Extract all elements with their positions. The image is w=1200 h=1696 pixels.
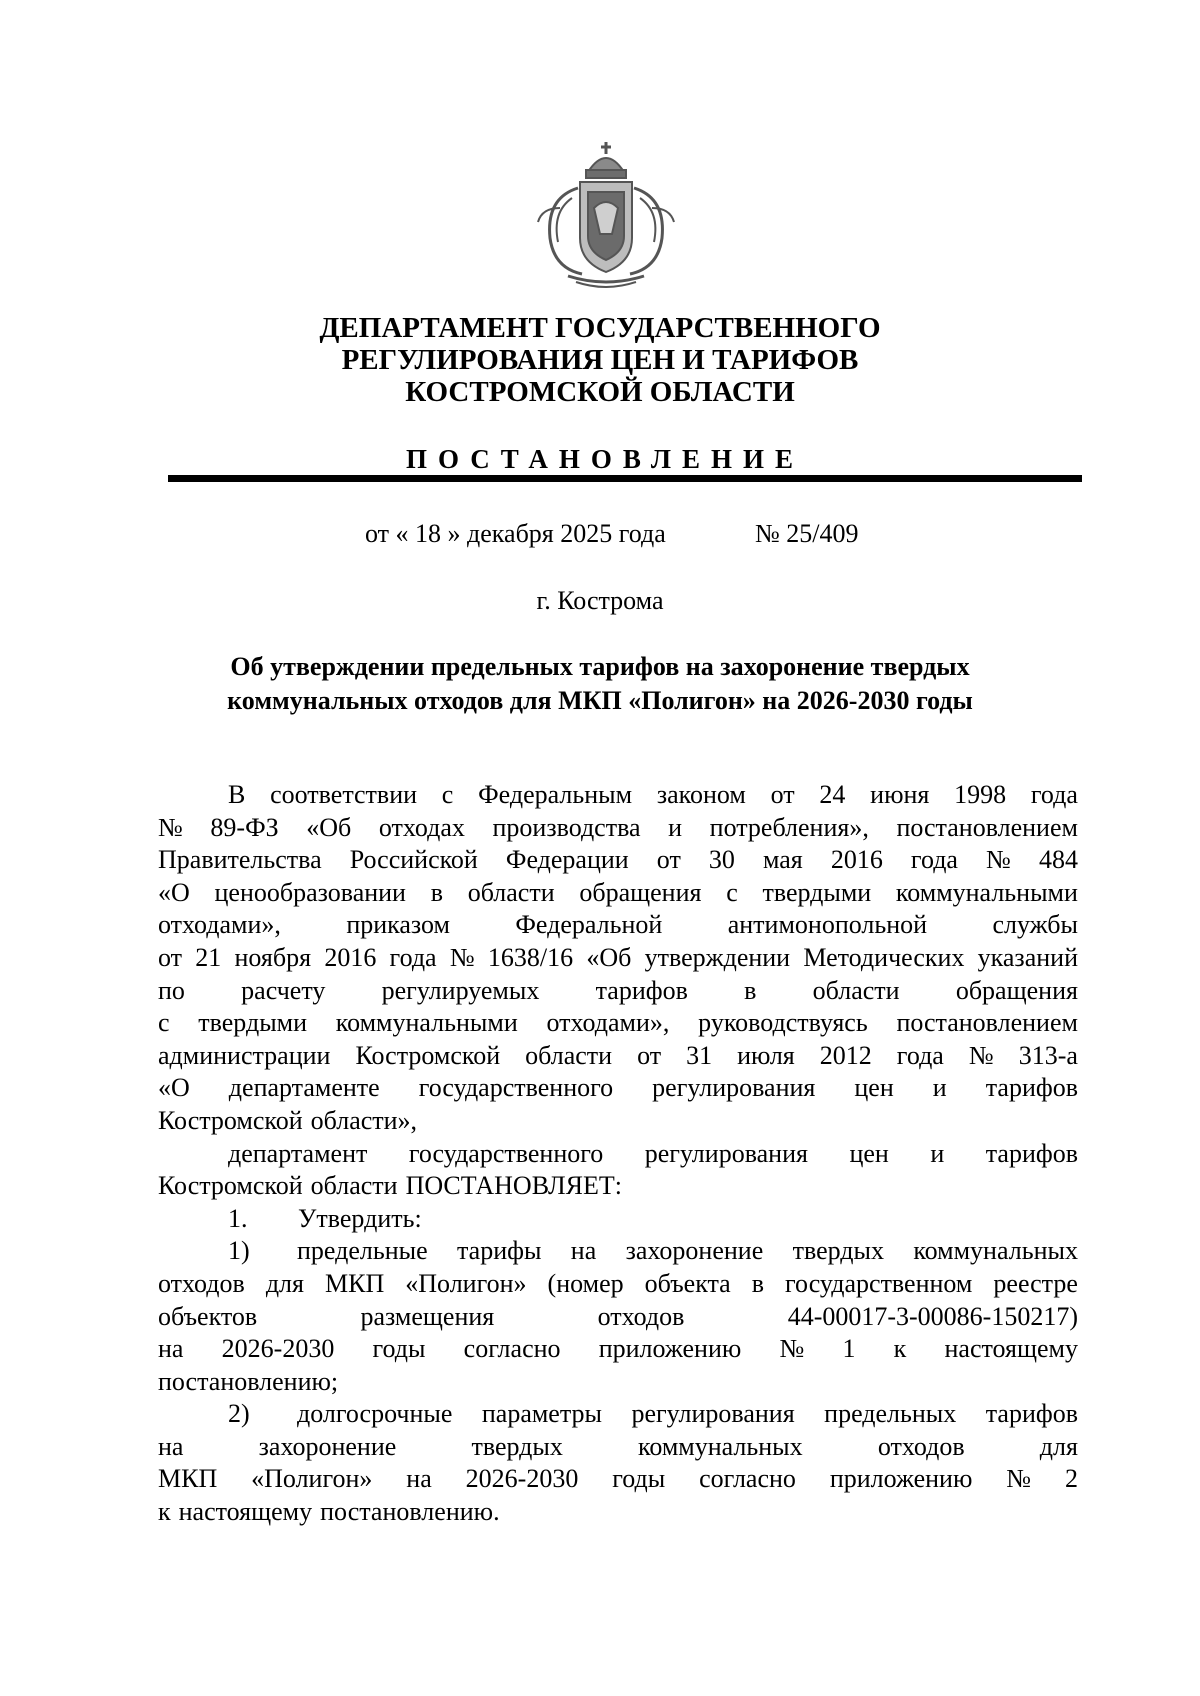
text-line	[158, 1398, 1078, 1431]
word: годы	[612, 1464, 666, 1494]
header-divider	[168, 475, 1082, 482]
word: Федеральной	[515, 910, 663, 940]
word: «Об	[586, 942, 632, 972]
word: тарифов	[985, 1073, 1078, 1103]
word: 484	[1038, 845, 1078, 875]
word: захоронение	[258, 1431, 397, 1461]
word: приложению	[598, 1334, 742, 1364]
word: обращения	[579, 877, 702, 907]
item-1	[158, 1203, 1078, 1236]
word: расчету	[241, 975, 326, 1005]
word: департамент	[228, 1138, 368, 1168]
word: года	[910, 845, 958, 875]
word: 2016	[830, 845, 883, 875]
word: «Полигон»	[405, 1268, 527, 1298]
word: потребления»,	[709, 812, 869, 842]
word: области	[310, 1171, 398, 1201]
word: №	[779, 1334, 805, 1364]
word: года	[1030, 780, 1078, 809]
word: на	[158, 1431, 184, 1461]
word: цен	[849, 1138, 889, 1168]
word: согласно	[699, 1464, 796, 1494]
paragraph-preamble	[158, 779, 1078, 1138]
word: государственном	[785, 1268, 973, 1298]
word: тарифов	[985, 1399, 1078, 1429]
text-line	[158, 1366, 1078, 1399]
word: 2012	[819, 1040, 872, 1070]
word: параметры	[481, 1399, 602, 1429]
text-line	[158, 1463, 1078, 1496]
word: и	[668, 812, 683, 842]
word: антимонопольной	[727, 910, 928, 940]
text-line	[158, 812, 1078, 845]
word: ноября	[234, 942, 312, 972]
text-line	[158, 1431, 1078, 1464]
subitem-number: 2)	[228, 1399, 250, 1429]
word: №	[158, 812, 183, 842]
text-line	[158, 1268, 1078, 1301]
word: твердых	[792, 1236, 884, 1266]
word: 1	[842, 1334, 856, 1364]
paragraph-resolves	[158, 1138, 1078, 1203]
word: и	[930, 1138, 945, 1168]
word: мая	[762, 845, 803, 875]
word: предельные	[297, 1236, 428, 1266]
word: долгосрочные	[297, 1399, 453, 1429]
word: коммунальных	[638, 1431, 803, 1461]
word: №	[986, 845, 1011, 875]
text-line	[158, 779, 1078, 812]
word: настоящему	[178, 1497, 313, 1527]
word: Российской	[349, 845, 478, 875]
word: отходами»,	[158, 910, 281, 940]
department-name	[0, 312, 1200, 408]
word: 2016	[324, 942, 377, 972]
word: коммунальных	[913, 1236, 1078, 1266]
word: постановлению.	[320, 1497, 500, 1527]
word: реестре	[993, 1268, 1078, 1298]
subject-line-2: коммунальных отходов для МКП «Полигон» на 2026-2030 годы	[227, 686, 973, 715]
word: ПОСТАНОВЛЯЕТ:	[405, 1171, 623, 1201]
word: от	[158, 942, 183, 972]
word: руководствуясь	[698, 1008, 868, 1038]
word: в	[744, 975, 757, 1005]
word: администрации	[158, 1040, 331, 1070]
word: Правительства	[158, 845, 322, 875]
word: 313-а	[1018, 1040, 1078, 1070]
word: тарифов	[595, 975, 688, 1005]
word: постановлением	[896, 812, 1078, 842]
word: для	[1039, 1431, 1078, 1461]
item-1-text: Утвердить:	[298, 1203, 422, 1233]
text-line	[158, 1170, 1078, 1203]
word: 24	[819, 780, 846, 809]
text-line	[158, 1040, 1078, 1073]
text-line	[158, 1301, 1078, 1334]
text-line	[158, 1333, 1078, 1366]
word: коммунальными	[335, 1008, 518, 1038]
word: «Об	[306, 812, 352, 842]
coat-of-arms-emblem	[532, 138, 680, 288]
word: «Полигон»	[251, 1464, 373, 1494]
word: цен	[854, 1073, 894, 1103]
word: от	[656, 845, 681, 875]
word: постановлением	[896, 1008, 1078, 1038]
word: 44-00017-3-00086-150217)	[787, 1301, 1078, 1331]
word: приложению	[829, 1464, 973, 1494]
word: производства	[492, 812, 641, 842]
word: твердыми	[198, 1008, 308, 1038]
subitem-number: 1)	[228, 1236, 250, 1266]
word: «О	[158, 1073, 190, 1103]
word: государственного	[408, 1138, 604, 1168]
word: в	[430, 877, 443, 907]
word: В	[228, 780, 246, 809]
word: обращения	[955, 975, 1078, 1005]
word: 21	[195, 942, 222, 972]
word: отходов	[597, 1301, 685, 1331]
word: на	[406, 1464, 432, 1494]
document-type-title: ПОСТАНОВЛЕНИЕ	[405, 444, 805, 474]
word: постановлению;	[158, 1366, 339, 1396]
word: указаний	[977, 942, 1078, 972]
word: объекта	[644, 1268, 731, 1298]
word: утверждении	[644, 942, 791, 972]
word: и	[932, 1073, 947, 1103]
word: коммунальными	[895, 877, 1078, 907]
document-date: от « 18 » декабря 2025 года	[365, 519, 666, 548]
word: №	[968, 1040, 994, 1070]
subject-line-1: Об утверждении предельных тарифов на захоронение твердых	[230, 652, 970, 681]
word: объектов	[158, 1301, 258, 1331]
word: года	[896, 1040, 944, 1070]
item-1-number: 1.	[228, 1203, 248, 1233]
document-body	[158, 779, 1078, 1529]
word: по	[158, 975, 185, 1005]
word: года	[389, 942, 437, 972]
word: Методических	[803, 942, 965, 972]
word: ценообразовании	[214, 877, 406, 907]
word: Костромской	[158, 1105, 303, 1135]
word: департаменте	[228, 1073, 380, 1103]
word: №	[449, 942, 475, 972]
text-line	[158, 1072, 1078, 1105]
word: государственного	[418, 1073, 614, 1103]
document-subject	[0, 650, 1200, 718]
word: приказом	[346, 910, 450, 940]
word: Костромской	[158, 1171, 303, 1201]
word: захоронение	[625, 1236, 764, 1266]
word: на	[158, 1334, 184, 1364]
word: №	[1006, 1464, 1032, 1494]
word: регулирования	[652, 1073, 816, 1103]
word: июня	[870, 780, 930, 809]
word: регулирования	[644, 1138, 808, 1168]
text-line	[158, 1105, 1078, 1138]
department-line-2: РЕГУЛИРОВАНИЯ ЦЕН И ТАРИФОВ	[341, 344, 859, 376]
word: настоящему	[944, 1334, 1078, 1364]
word: 1638/16	[487, 942, 574, 972]
text-line	[158, 909, 1078, 942]
word: тарифы	[456, 1236, 542, 1266]
word: от	[637, 1040, 662, 1070]
word: области	[812, 975, 900, 1005]
subitem-1	[158, 1235, 1078, 1398]
word: 30	[708, 845, 735, 875]
document-city: г. Кострома	[536, 586, 664, 615]
document-number: № 25/409	[755, 519, 859, 548]
word: к	[158, 1497, 171, 1527]
word: с	[726, 877, 738, 907]
word: с	[441, 780, 454, 809]
word: твердыми	[762, 877, 872, 907]
word: регулируемых	[381, 975, 540, 1005]
word: МКП	[158, 1464, 218, 1494]
word: предельных	[824, 1399, 957, 1429]
text-line	[158, 1007, 1078, 1040]
text-line	[158, 942, 1078, 975]
word: отходами»,	[546, 1008, 670, 1038]
word: 2	[1065, 1464, 1078, 1494]
word: (номер	[547, 1268, 624, 1298]
word: 2026-2030	[465, 1464, 579, 1494]
word: отходов	[158, 1268, 245, 1298]
text-line	[158, 1138, 1078, 1171]
word: на	[570, 1236, 597, 1266]
word: области	[525, 1040, 613, 1070]
word: 31	[686, 1040, 713, 1070]
word: твердых	[471, 1431, 563, 1461]
department-line-1: ДЕПАРТАМЕНТ ГОСУДАРСТВЕННОГО	[319, 312, 881, 344]
word: области»,	[310, 1105, 418, 1135]
word: отходов	[877, 1431, 965, 1461]
text-line	[158, 975, 1078, 1008]
word: тарифов	[985, 1138, 1078, 1168]
word: годы	[372, 1334, 426, 1364]
word: Костромской	[355, 1040, 501, 1070]
word: отходах	[378, 812, 465, 842]
text-line	[158, 1496, 1078, 1529]
word: Федеральным	[478, 780, 633, 809]
word: «О	[158, 877, 190, 907]
word: регулирования	[631, 1399, 795, 1429]
word: законом	[656, 780, 746, 809]
text-line	[158, 1235, 1078, 1268]
word: области	[467, 877, 555, 907]
word: июля	[737, 1040, 795, 1070]
word: от	[770, 780, 795, 809]
word: для	[265, 1268, 304, 1298]
word: 2026-2030	[221, 1334, 335, 1364]
text-line	[158, 877, 1078, 910]
word: Федерации	[505, 845, 629, 875]
word: службы	[992, 910, 1078, 940]
word: в	[751, 1268, 765, 1298]
word: 1998	[954, 780, 1007, 809]
word: соответствии	[270, 780, 418, 809]
word: с	[158, 1008, 170, 1038]
word: 89-ФЗ	[210, 812, 279, 842]
word: размещения	[360, 1301, 495, 1331]
subitem-2	[158, 1398, 1078, 1528]
word: согласно	[463, 1334, 561, 1364]
text-line	[158, 844, 1078, 877]
word: МКП	[325, 1268, 385, 1298]
word: к	[893, 1334, 907, 1364]
department-line-3: КОСТРОМСКОЙ ОБЛАСТИ	[405, 376, 795, 408]
